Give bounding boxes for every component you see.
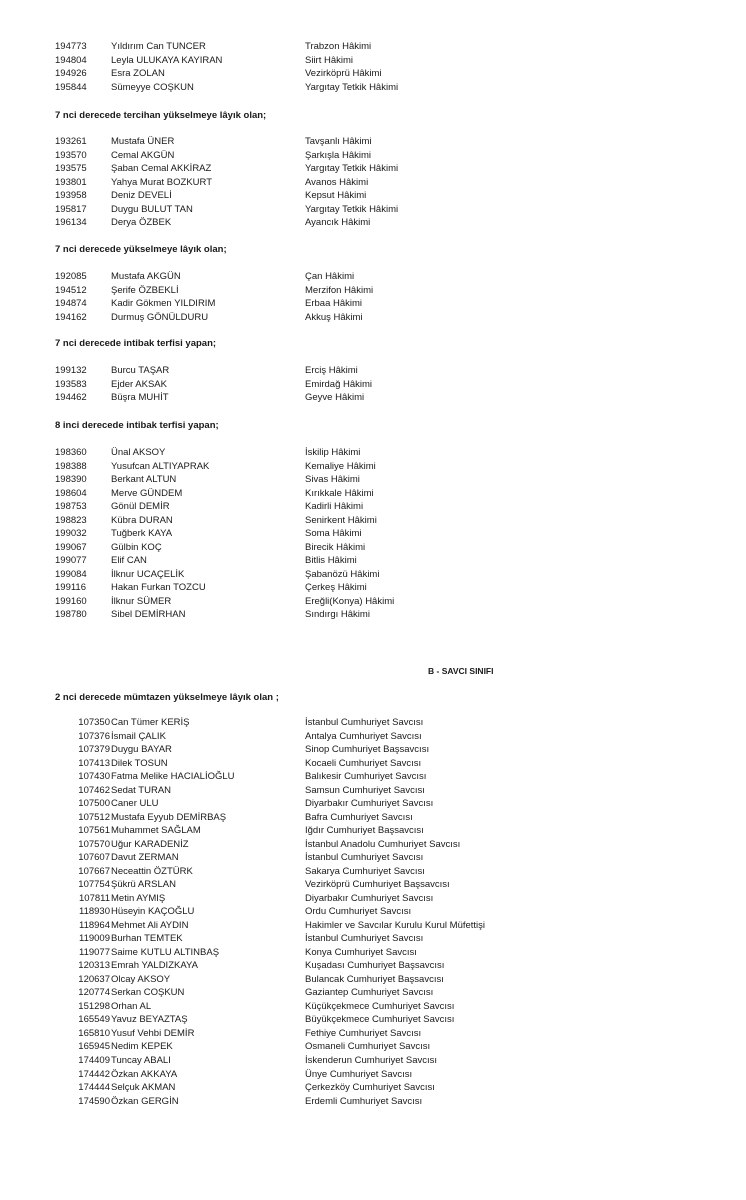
registry-number: 120774 — [78, 987, 110, 999]
duty-station: İstanbul Cumhuriyet Savcısı — [305, 717, 424, 728]
registry-number: 107512 — [78, 811, 110, 823]
person-name: Hakan Furkan TOZCU — [111, 582, 206, 593]
list-row — [0, 40, 746, 53]
list-row — [0, 784, 746, 797]
duty-station: Antalya Cumhuriyet Savcısı — [305, 730, 422, 742]
registry-number: 199077 — [55, 555, 87, 566]
duty-station: Samsun Cumhuriyet Savcısı — [305, 784, 425, 796]
person-name: Ünal AKSOY — [111, 447, 166, 458]
person-name: Burcu TAŞAR — [111, 365, 170, 376]
list-row — [0, 487, 746, 500]
list-row — [0, 905, 746, 918]
list-row — [0, 554, 746, 567]
registry-number: 195817 — [55, 203, 87, 215]
list-row — [0, 67, 746, 80]
person-name: Yusuf Vehbi DEMİR — [111, 1027, 195, 1039]
person-name: Şükrü ARSLAN — [111, 879, 176, 891]
duty-station: Geyve Hâkimi — [305, 392, 365, 403]
person-name: Davut ZERMAN — [111, 852, 179, 864]
registry-number: 193261 — [55, 136, 87, 147]
registry-number: 193575 — [55, 163, 87, 174]
person-name: Kadir Gökmen YILDIRIM — [111, 298, 216, 309]
registry-number: 196134 — [55, 217, 87, 228]
person-name: Duygu BAYAR — [111, 744, 172, 756]
registry-number: 193958 — [55, 190, 87, 201]
duty-station: Birecik Hâkimi — [305, 541, 366, 553]
duty-station: Bulancak Cumhuriyet Başsavcısı — [305, 973, 444, 985]
person-name: Kübra DURAN — [111, 514, 173, 526]
list-row — [0, 838, 746, 851]
person-name: İlknur UCAÇELİK — [111, 568, 185, 580]
duty-station: Emirdağ Hâkimi — [305, 378, 373, 390]
duty-station: Ünye Cumhuriyet Savcısı — [305, 1068, 413, 1080]
person-name: Gönül DEMİR — [111, 501, 170, 512]
list-row — [0, 797, 746, 810]
registry-number: 120637 — [78, 973, 110, 985]
duty-station: Kuşadası Cumhuriyet Başsavcısı — [305, 960, 445, 972]
person-name: Berkant ALTUN — [111, 474, 177, 485]
list-row — [0, 1095, 746, 1108]
list-row — [0, 391, 746, 404]
list-row — [0, 500, 746, 513]
list-row — [0, 541, 746, 554]
duty-station: Sındırgı Hâkimi — [305, 609, 370, 620]
duty-station: Balıkesir Cumhuriyet Savcısı — [305, 771, 427, 783]
duty-station: Kemaliye Hâkimi — [305, 460, 376, 472]
registry-number: 119009 — [79, 933, 110, 945]
duty-station: Yargıtay Tetkik Hâkimi — [305, 203, 399, 215]
list-row — [0, 595, 746, 608]
duty-station: Iğdır Cumhuriyet Başsavcısı — [305, 825, 424, 837]
duty-station: Şarkışla Hâkimi — [305, 149, 371, 161]
list-row — [0, 568, 746, 581]
registry-number: 198360 — [55, 447, 87, 458]
person-name: Saime KUTLU ALTINBAŞ — [111, 946, 220, 958]
list-row — [0, 1013, 746, 1026]
class-title: B - SAVCI SINIFI — [428, 666, 494, 676]
list-row — [0, 514, 746, 527]
person-name: Yavuz BEYAZTAŞ — [111, 1014, 188, 1026]
list-row — [0, 135, 746, 148]
registry-number: 119077 — [79, 946, 110, 958]
section-heading: 2 nci derecede mümtazen yükselmeye lâyık olan ; — [55, 692, 279, 703]
person-name: Neceattin ÖZTÜRK — [111, 865, 193, 877]
person-name: Büşra MUHİT — [111, 392, 169, 403]
registry-number: 107561 — [78, 825, 110, 837]
registry-number: 107811 — [79, 892, 110, 904]
registry-number: 174590 — [78, 1095, 110, 1107]
duty-station: İstanbul Anadolu Cumhuriyet Savcısı — [305, 838, 461, 850]
person-name: Dilek TOSUN — [111, 757, 168, 769]
person-name: Burhan TEMTEK — [111, 933, 183, 945]
person-name: Can Tümer KERİŞ — [111, 717, 190, 728]
registry-number: 193583 — [55, 378, 87, 390]
person-name: Selçuk AKMAN — [111, 1082, 176, 1094]
person-name: Emrah YALDIZKAYA — [111, 960, 198, 972]
list-row — [0, 811, 746, 824]
list-row — [0, 892, 746, 905]
registry-number: 107430 — [78, 771, 110, 783]
person-name: Yıldırım Can TUNCER — [111, 41, 206, 52]
registry-number: 118964 — [79, 919, 110, 931]
person-name: Mustafa Eyyub DEMİRBAŞ — [111, 811, 227, 823]
list-row — [0, 865, 746, 878]
person-name: Leyla ULUKAYA KAYIRAN — [111, 54, 223, 66]
duty-station: Erdemli Cumhuriyet Savcısı — [305, 1095, 423, 1107]
registry-number: 194162 — [55, 311, 87, 323]
person-name: İsmail ÇALIK — [111, 730, 166, 742]
registry-number: 199084 — [55, 568, 87, 580]
registry-number: 107667 — [78, 865, 110, 877]
list-row — [0, 946, 746, 959]
registry-number: 198823 — [55, 514, 87, 526]
registry-number: 107462 — [78, 784, 110, 796]
duty-station: Bafra Cumhuriyet Savcısı — [305, 811, 413, 823]
list-row — [0, 608, 746, 621]
registry-number: 165549 — [78, 1014, 110, 1026]
list-row — [0, 986, 746, 999]
duty-station: Erbaa Hâkimi — [305, 298, 363, 309]
registry-number: 198390 — [55, 474, 87, 485]
person-name: Mustafa ÜNER — [111, 136, 175, 147]
registry-number: 194773 — [55, 41, 87, 52]
list-row — [0, 203, 746, 216]
list-row — [0, 757, 746, 770]
list-row — [0, 716, 746, 729]
duty-station: Yargıtay Tetkik Hâkimi — [305, 81, 399, 93]
person-name: Sedat TURAN — [111, 784, 172, 796]
registry-number: 194462 — [55, 392, 87, 403]
person-name: Cemal AKGÜN — [111, 149, 175, 161]
registry-number: 194804 — [55, 54, 87, 66]
registry-number: 199116 — [55, 582, 86, 593]
duty-station: Gaziantep Cumhuriyet Savcısı — [305, 987, 434, 999]
list-row — [0, 932, 746, 945]
list-row — [0, 851, 746, 864]
person-name: Yahya Murat BOZKURT — [111, 176, 213, 188]
person-name: Esra ZOLAN — [111, 68, 165, 79]
person-name: Gülbin KOÇ — [111, 541, 162, 553]
duty-station: Ayancık Hâkimi — [305, 217, 371, 228]
duty-station: Kocaeli Cumhuriyet Savcısı — [305, 757, 422, 769]
list-row — [0, 364, 746, 377]
person-name: Sibel DEMİRHAN — [111, 609, 186, 620]
list-row — [0, 1000, 746, 1013]
duty-station: Sivas Hâkimi — [305, 474, 360, 485]
registry-number: 194874 — [55, 298, 87, 309]
registry-number: 199032 — [55, 528, 87, 539]
section-heading: 8 inci derecede intibak terfisi yapan; — [55, 420, 219, 431]
list-row — [0, 81, 746, 94]
duty-station: Vezirköprü Hâkimi — [305, 68, 382, 79]
registry-number: 199067 — [55, 541, 87, 553]
registry-number: 198780 — [55, 609, 87, 620]
duty-station: Yargıtay Tetkik Hâkimi — [305, 163, 399, 174]
duty-station: İstanbul Cumhuriyet Savcısı — [305, 933, 424, 945]
duty-station: Küçükçekmece Cumhuriyet Savcısı — [305, 1000, 455, 1012]
list-row — [0, 581, 746, 594]
registry-number: 198604 — [55, 487, 87, 499]
list-row — [0, 959, 746, 972]
list-row — [0, 1027, 746, 1040]
list-row — [0, 270, 746, 283]
duty-station: Diyarbakır Cumhuriyet Savcısı — [305, 892, 434, 904]
duty-station: Trabzon Hâkimi — [305, 41, 372, 52]
list-row — [0, 284, 746, 297]
registry-number: 151298 — [78, 1000, 110, 1012]
registry-number: 193570 — [55, 149, 87, 161]
registry-number: 120313 — [78, 960, 110, 972]
registry-number: 107570 — [78, 838, 110, 850]
duty-station: Hakimler ve Savcılar Kurulu Kurul Müfettişi — [305, 919, 486, 931]
registry-number: 118930 — [79, 906, 110, 918]
person-name: İlknur SÜMER — [111, 595, 172, 607]
person-name: Derya ÖZBEK — [111, 217, 172, 228]
duty-station: Ordu Cumhuriyet Savcısı — [305, 906, 412, 918]
section-heading: 7 nci derecede yükselmeye lâyık olan; — [55, 244, 227, 255]
duty-station: Konya Cumhuriyet Savcısı — [305, 946, 417, 958]
person-name: Uğur KARADENİZ — [111, 838, 189, 850]
list-row — [0, 311, 746, 324]
duty-station: Osmaneli Cumhuriyet Savcısı — [305, 1041, 431, 1053]
person-name: Şerife ÖZBEKLİ — [111, 284, 179, 296]
person-name: Sümeyye COŞKUN — [111, 81, 194, 93]
list-row — [0, 919, 746, 932]
person-name: Muhammet SAĞLAM — [111, 825, 201, 837]
duty-station: Çerkeş Hâkimi — [305, 582, 367, 593]
duty-station: İstanbul Cumhuriyet Savcısı — [305, 852, 424, 864]
duty-station: İskenderun Cumhuriyet Savcısı — [305, 1055, 438, 1066]
person-name: Elif CAN — [111, 555, 147, 566]
person-name: Mustafa AKGÜN — [111, 271, 181, 282]
duty-station: Tavşanlı Hâkimi — [305, 136, 372, 147]
registry-number: 192085 — [55, 271, 87, 282]
registry-number: 107607 — [78, 852, 110, 864]
person-name: Özkan GERGİN — [111, 1095, 179, 1107]
duty-station: Çan Hâkimi — [305, 271, 355, 282]
person-name: Yusufcan ALTIYAPRAK — [111, 460, 210, 472]
list-row — [0, 176, 746, 189]
registry-number: 199132 — [55, 365, 87, 376]
person-name: Merve GÜNDEM — [111, 487, 183, 499]
duty-station: Sakarya Cumhuriyet Savcısı — [305, 865, 425, 877]
registry-number: 193801 — [55, 176, 87, 188]
duty-station: Kadirli Hâkimi — [305, 501, 364, 512]
person-name: Ejder AKSAK — [111, 378, 167, 390]
list-row — [0, 770, 746, 783]
duty-station: Siirt Hâkimi — [305, 54, 354, 66]
list-row — [0, 189, 746, 202]
duty-station: Diyarbakır Cumhuriyet Savcısı — [305, 798, 434, 810]
registry-number: 107379 — [78, 744, 110, 756]
registry-number: 165810 — [78, 1027, 110, 1039]
registry-number: 198388 — [55, 460, 87, 472]
section-heading: 7 nci derecede tercihan yükselmeye lâyık olan; — [55, 110, 267, 121]
person-name: Serkan COŞKUN — [111, 987, 185, 999]
person-name: Tuncay ABALI — [111, 1055, 171, 1066]
duty-station: Kepsut Hâkimi — [305, 190, 367, 201]
list-row — [0, 473, 746, 486]
list-row — [0, 743, 746, 756]
person-name: Hüseyin KAÇOĞLU — [111, 906, 195, 918]
duty-station: Erciş Hâkimi — [305, 365, 358, 376]
registry-number: 107413 — [78, 757, 110, 769]
registry-number: 199160 — [55, 595, 87, 607]
duty-station: Çerkezköy Cumhuriyet Savcısı — [305, 1082, 435, 1094]
person-name: Olcay AKSOY — [111, 973, 171, 985]
registry-number: 107376 — [78, 730, 110, 742]
duty-station: Akkuş Hâkimi — [305, 311, 363, 323]
duty-station: Sinop Cumhuriyet Başsavcısı — [305, 744, 430, 756]
registry-number: 174444 — [78, 1082, 110, 1094]
section-heading: 7 nci derecede intibak terfisi yapan; — [55, 338, 217, 349]
person-name: Nedim KEPEK — [111, 1041, 173, 1053]
registry-number: 198753 — [55, 501, 87, 512]
duty-station: Fethiye Cumhuriyet Savcısı — [305, 1027, 422, 1039]
registry-number: 174442 — [78, 1068, 110, 1080]
registry-number: 165945 — [78, 1041, 110, 1053]
list-row — [0, 1081, 746, 1094]
person-name: Duygu BULUT TAN — [111, 203, 193, 215]
registry-number: 195844 — [55, 81, 87, 93]
list-row — [0, 1054, 746, 1067]
duty-station: Şabanözü Hâkimi — [305, 568, 380, 580]
list-row — [0, 824, 746, 837]
list-row — [0, 297, 746, 310]
person-name: Mehmet Ali AYDIN — [111, 919, 189, 931]
list-row — [0, 527, 746, 540]
registry-number: 107500 — [78, 798, 110, 810]
list-row — [0, 1068, 746, 1081]
registry-number: 194926 — [55, 68, 87, 79]
person-name: Durmuş GÖNÜLDURU — [111, 311, 209, 323]
person-name: Özkan AKKAYA — [111, 1068, 178, 1080]
list-row — [0, 216, 746, 229]
duty-station: Vezirköprü Cumhuriyet Başsavcısı — [305, 879, 450, 891]
person-name: Orhan AL — [111, 1000, 152, 1012]
registry-number: 107350 — [78, 717, 110, 728]
duty-station: Bitlis Hâkimi — [305, 555, 357, 566]
list-row — [0, 149, 746, 162]
duty-station: Soma Hâkimi — [305, 528, 362, 539]
list-row — [0, 378, 746, 391]
duty-station: İskilip Hâkimi — [305, 447, 361, 458]
list-row — [0, 54, 746, 67]
person-name: Metin AYMIŞ — [111, 892, 166, 904]
duty-station: Büyükçekmece Cumhuriyet Savcısı — [305, 1014, 455, 1026]
list-row — [0, 460, 746, 473]
person-name: Tuğberk KAYA — [111, 528, 173, 539]
registry-number: 174409 — [78, 1055, 110, 1066]
list-row — [0, 878, 746, 891]
duty-station: Ereğli(Konya) Hâkimi — [305, 595, 395, 607]
person-name: Caner ULU — [111, 798, 159, 810]
list-row — [0, 446, 746, 459]
duty-station: Avanos Hâkimi — [305, 176, 369, 188]
list-row — [0, 730, 746, 743]
duty-station: Senirkent Hâkimi — [305, 514, 377, 526]
list-row — [0, 973, 746, 986]
person-name: Şaban Cemal AKKİRAZ — [111, 163, 212, 174]
registry-number: 194512 — [55, 284, 87, 296]
registry-number: 107754 — [78, 879, 110, 891]
person-name: Deniz DEVELİ — [111, 190, 172, 201]
list-row — [0, 1040, 746, 1053]
duty-station: Kırıkkale Hâkimi — [305, 487, 374, 499]
list-row — [0, 162, 746, 175]
person-name: Fatma Melike HACIALİOĞLU — [111, 771, 235, 783]
duty-station: Merzifon Hâkimi — [305, 284, 374, 296]
